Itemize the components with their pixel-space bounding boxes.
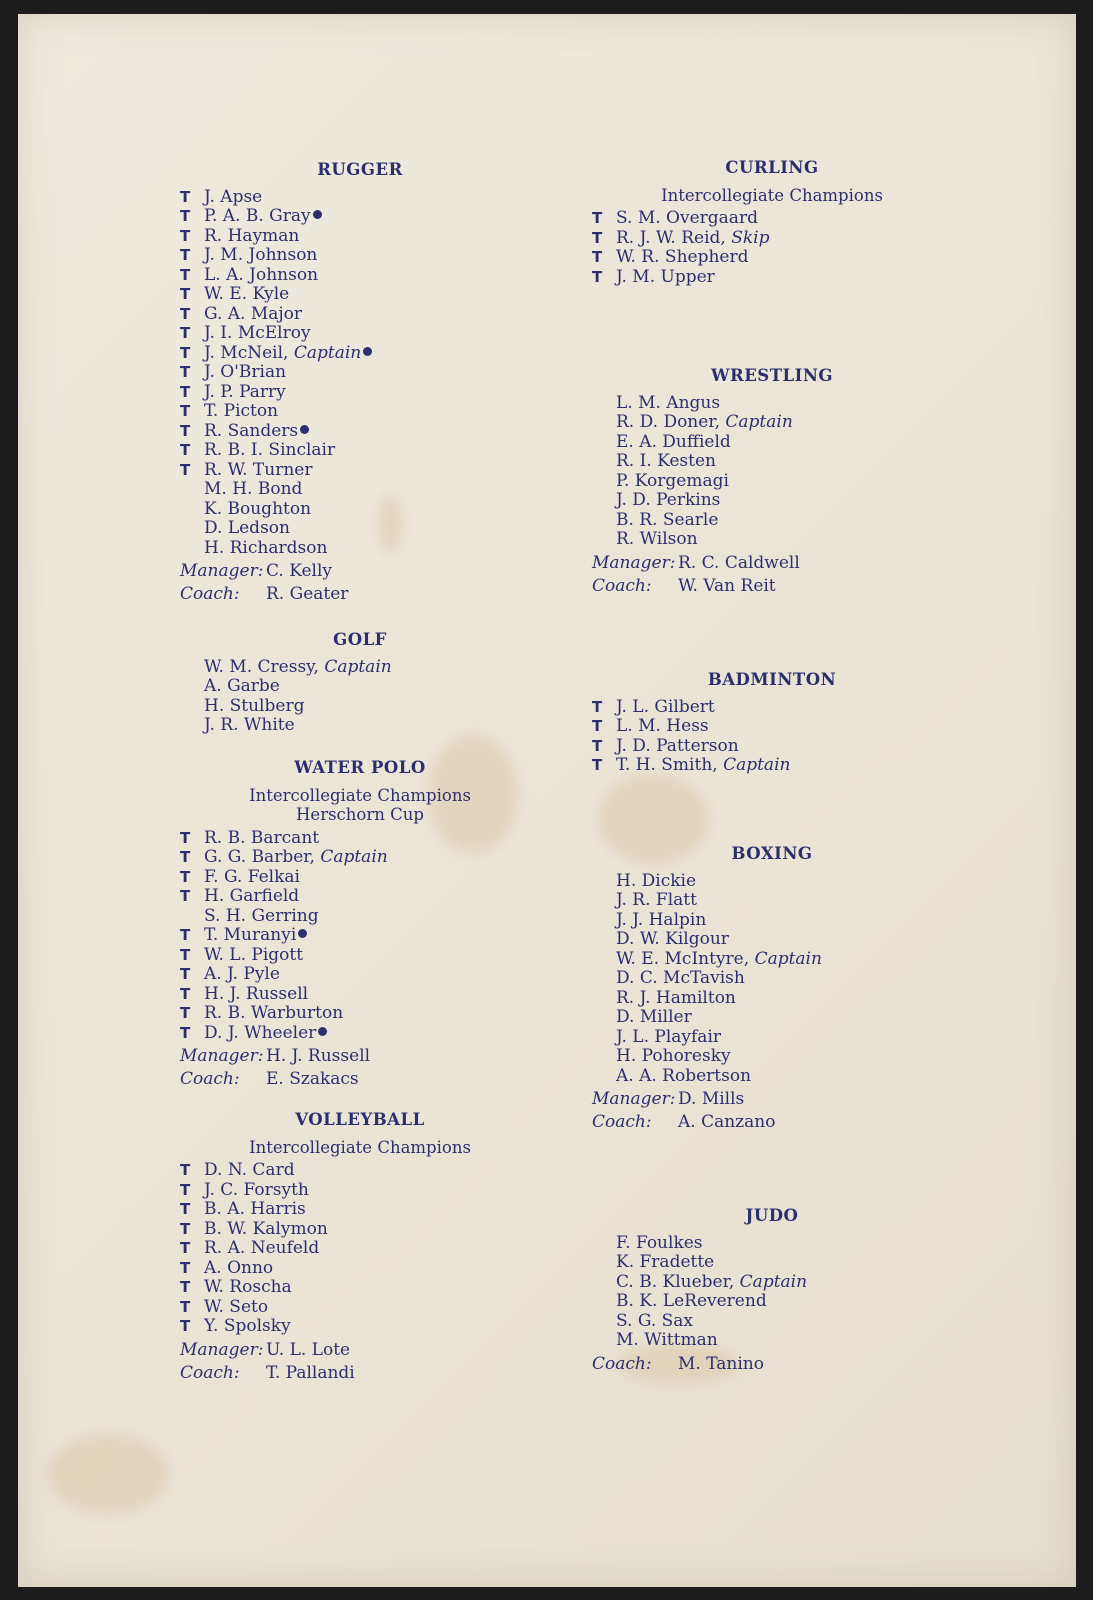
player-name: S. M. Overgaard bbox=[616, 208, 758, 228]
player-role: Captain bbox=[725, 412, 793, 432]
player-role: Captain bbox=[293, 342, 362, 363]
player-name: L. M. Angus bbox=[616, 392, 721, 413]
player-name: L. A. Johnson bbox=[204, 264, 319, 285]
player-role: Captain bbox=[754, 948, 822, 969]
staff-name: U. L. Lote bbox=[266, 1339, 351, 1360]
team-marker: T bbox=[180, 363, 191, 381]
staff-row bbox=[180, 1070, 520, 1093]
roster-row bbox=[180, 1200, 520, 1220]
staff-label: Coach: bbox=[592, 575, 652, 596]
team-marker: T bbox=[180, 343, 191, 362]
staff-label: Coach: bbox=[180, 584, 240, 604]
player-name: K. Fradette bbox=[616, 1252, 715, 1272]
staff-row bbox=[592, 1355, 952, 1378]
player-name: J. J. Halpin bbox=[616, 909, 707, 930]
player-name: J. L. Playfair bbox=[616, 1026, 722, 1047]
section-title: RUGGER bbox=[317, 160, 403, 179]
player-name: H. Dickie bbox=[616, 870, 697, 891]
player-name: J. L. Gilbert bbox=[616, 696, 715, 717]
staff-row bbox=[180, 562, 520, 585]
roster-row bbox=[592, 1047, 952, 1067]
player-role: Captain bbox=[320, 847, 388, 867]
roster-row bbox=[592, 394, 952, 414]
roster-row bbox=[180, 461, 520, 481]
team-marker: T bbox=[180, 867, 191, 886]
team-marker: T bbox=[180, 324, 191, 342]
section-curling bbox=[592, 158, 952, 287]
player-name: H. Pohoresky bbox=[616, 1046, 731, 1066]
team-marker: T bbox=[180, 187, 191, 206]
player-name: J. I. McElroy bbox=[204, 323, 311, 343]
team-marker: T bbox=[592, 736, 603, 755]
staff-name: C. Kelly bbox=[266, 561, 332, 581]
team-marker: T bbox=[592, 267, 603, 286]
roster-row bbox=[592, 1331, 952, 1351]
roster-row bbox=[180, 383, 520, 403]
staff-name: M. Tanino bbox=[678, 1353, 764, 1374]
roster-row bbox=[592, 248, 952, 268]
roster-row bbox=[180, 1161, 520, 1181]
roster-row bbox=[180, 344, 520, 364]
roster-row bbox=[592, 950, 952, 970]
staff-row bbox=[180, 585, 520, 608]
player-name: G. G. Barber, bbox=[204, 847, 321, 867]
player-name: A. J. Pyle bbox=[204, 964, 280, 984]
team-marker: T bbox=[180, 1317, 191, 1335]
roster-row bbox=[180, 188, 520, 208]
roster-row bbox=[180, 848, 520, 868]
team-marker: T bbox=[180, 1161, 191, 1179]
staff-row bbox=[592, 1090, 952, 1113]
player-name: C. B. Klueber, bbox=[616, 1271, 740, 1292]
team-marker: T bbox=[592, 248, 603, 266]
player-name: P. Korgemagi bbox=[616, 470, 729, 491]
player-role: Skip bbox=[731, 227, 770, 248]
player-name: J. C. Forsyth bbox=[204, 1179, 309, 1200]
section-rugger bbox=[180, 160, 520, 608]
staff-row bbox=[180, 1047, 520, 1070]
player-name: W. Roscha bbox=[204, 1277, 292, 1297]
roster-row bbox=[180, 1004, 520, 1024]
roster-row bbox=[592, 1253, 952, 1273]
roster-row bbox=[592, 1028, 952, 1048]
roster-row bbox=[592, 1234, 952, 1254]
roster-row bbox=[592, 1273, 952, 1293]
player-name: H. Stulberg bbox=[204, 695, 305, 716]
section-volleyball bbox=[180, 1110, 520, 1387]
player-name: R. W. Turner bbox=[204, 459, 313, 480]
player-name: F. Foulkes bbox=[616, 1232, 703, 1253]
player-name: R. Hayman bbox=[204, 225, 300, 246]
roster-row bbox=[180, 363, 520, 383]
roster-row bbox=[180, 887, 520, 907]
section-title: JUDO bbox=[745, 1206, 799, 1225]
roster-row bbox=[180, 1278, 520, 1298]
roster-row bbox=[180, 697, 520, 717]
player-name: A. Garbe bbox=[204, 676, 280, 696]
bullet-dot-icon bbox=[313, 210, 322, 219]
staff-row bbox=[592, 577, 952, 600]
section-water-polo bbox=[180, 758, 520, 1093]
roster-row bbox=[180, 946, 520, 966]
roster-row bbox=[180, 1220, 520, 1240]
roster-row bbox=[592, 969, 952, 989]
roster-row bbox=[592, 930, 952, 950]
player-name: A. A. Robertson bbox=[616, 1065, 752, 1086]
roster-row bbox=[180, 324, 520, 344]
player-name: R. B. Warburton bbox=[204, 1003, 344, 1023]
player-name: D. Miller bbox=[616, 1007, 692, 1027]
roster-row bbox=[592, 872, 952, 892]
staff-name: W. Van Reit bbox=[678, 575, 776, 596]
player-name: T. H. Smith, bbox=[616, 755, 724, 775]
staff-name: H. J. Russell bbox=[266, 1046, 371, 1066]
team-marker: T bbox=[180, 984, 191, 1003]
player-name: E. A. Duffield bbox=[616, 431, 731, 452]
roster-row bbox=[180, 266, 520, 286]
team-marker: T bbox=[180, 460, 191, 479]
player-name: D. J. Wheeler bbox=[204, 1022, 317, 1043]
staff-name: D. Mills bbox=[678, 1089, 745, 1109]
player-name: J. M. Johnson bbox=[204, 245, 318, 265]
team-marker: T bbox=[180, 1004, 191, 1022]
team-marker: T bbox=[592, 756, 603, 774]
player-name: W. L. Pigott bbox=[204, 944, 304, 965]
roster-row bbox=[592, 756, 952, 776]
player-name: B. R. Searle bbox=[616, 509, 719, 530]
roster-row bbox=[180, 868, 520, 888]
staff-label: Coach: bbox=[592, 1112, 652, 1132]
section-title: BOXING bbox=[731, 844, 813, 863]
team-marker: T bbox=[180, 1239, 191, 1257]
section-subtitle: Intercollegiate Champions bbox=[661, 185, 883, 205]
player-name: P. A. B. Gray bbox=[204, 206, 311, 226]
roster-row bbox=[592, 1292, 952, 1312]
roster-row bbox=[180, 285, 520, 305]
player-name: F. G. Felkai bbox=[204, 866, 300, 887]
team-marker: T bbox=[180, 1023, 191, 1042]
roster-row bbox=[180, 227, 520, 247]
player-name: J. McNeil, bbox=[204, 342, 294, 363]
player-name: B. W. Kalymon bbox=[204, 1218, 328, 1239]
roster-row bbox=[592, 989, 952, 1009]
roster-row bbox=[592, 433, 952, 453]
roster-row bbox=[592, 530, 952, 550]
player-name: S. G. Sax bbox=[616, 1310, 693, 1331]
roster-row bbox=[180, 1024, 520, 1044]
roster-row bbox=[592, 472, 952, 492]
roster-row bbox=[592, 268, 952, 288]
roster-row bbox=[592, 698, 952, 718]
roster-row bbox=[592, 911, 952, 931]
staff-row bbox=[592, 554, 952, 577]
team-marker: T bbox=[180, 1278, 191, 1296]
section-title: VOLLEYBALL bbox=[295, 1110, 425, 1129]
player-name: J. M. Upper bbox=[616, 266, 715, 287]
section-title: WATER POLO bbox=[294, 758, 426, 777]
bullet-dot-icon bbox=[300, 425, 309, 434]
staff-label: Coach: bbox=[180, 1069, 240, 1089]
player-name: R. Sanders bbox=[204, 420, 299, 441]
team-marker: T bbox=[592, 228, 603, 247]
player-name: B. K. LeReverend bbox=[616, 1291, 767, 1311]
team-marker: T bbox=[592, 697, 603, 716]
team-marker: T bbox=[180, 207, 191, 225]
roster-row bbox=[592, 1008, 952, 1028]
staff-label: Manager: bbox=[180, 1046, 264, 1066]
roster-row bbox=[180, 305, 520, 325]
roster-row bbox=[180, 985, 520, 1005]
player-name: J. P. Parry bbox=[204, 381, 286, 402]
player-name: T. Muranyi bbox=[204, 925, 297, 945]
team-marker: T bbox=[180, 402, 191, 420]
player-role: Captain bbox=[723, 755, 791, 775]
staff-label: Coach: bbox=[180, 1362, 240, 1383]
team-marker: T bbox=[592, 209, 603, 227]
staff-label: Manager: bbox=[180, 561, 264, 581]
roster-row bbox=[592, 737, 952, 757]
roster-row bbox=[180, 1259, 520, 1279]
roster-row bbox=[180, 965, 520, 985]
roster-row bbox=[592, 229, 952, 249]
player-name: A. Onno bbox=[204, 1257, 274, 1278]
roster-row bbox=[180, 480, 520, 500]
roster-row bbox=[180, 207, 520, 227]
player-name: D. W. Kilgour bbox=[616, 929, 729, 949]
roster-row bbox=[180, 907, 520, 927]
team-marker: T bbox=[180, 226, 191, 245]
staff-row bbox=[180, 1341, 520, 1364]
player-name: M. H. Bond bbox=[204, 479, 303, 499]
player-name: J. R. White bbox=[204, 715, 295, 735]
player-name: T. Picton bbox=[204, 401, 279, 421]
section-title: CURLING bbox=[725, 158, 819, 177]
player-name: R. Wilson bbox=[616, 529, 698, 549]
section-title: BADMINTON bbox=[707, 670, 837, 689]
player-name: W. E. McIntyre, bbox=[616, 948, 755, 969]
section-golf bbox=[180, 630, 520, 736]
team-marker: T bbox=[180, 246, 191, 264]
player-name: L. M. Hess bbox=[616, 716, 709, 736]
player-name: D. N. Card bbox=[204, 1160, 295, 1180]
roster-row bbox=[592, 209, 952, 229]
player-name: R. D. Doner, bbox=[616, 412, 726, 432]
roster-row bbox=[180, 658, 520, 678]
player-name: R. B. I. Sinclair bbox=[204, 440, 336, 460]
team-marker: T bbox=[180, 382, 191, 401]
player-name: J. Apse bbox=[204, 186, 263, 207]
roster-row bbox=[592, 1067, 952, 1087]
section-subtitle: Herschorn Cup bbox=[296, 805, 424, 824]
section-judo bbox=[592, 1206, 952, 1378]
team-marker: T bbox=[180, 285, 191, 303]
team-marker: T bbox=[592, 717, 603, 735]
section-title: WRESTLING bbox=[710, 366, 833, 385]
roster-row bbox=[592, 1312, 952, 1332]
team-marker: T bbox=[180, 1258, 191, 1277]
section-title: GOLF bbox=[333, 630, 387, 649]
roster-row bbox=[180, 1317, 520, 1337]
player-role: Captain bbox=[324, 656, 392, 677]
player-name: R. J. Hamilton bbox=[616, 987, 736, 1008]
roster-row bbox=[180, 402, 520, 422]
player-role: Captain bbox=[739, 1271, 808, 1292]
section-wrestling bbox=[592, 366, 952, 600]
roster-row bbox=[180, 926, 520, 946]
staff-row bbox=[592, 1113, 952, 1136]
team-marker: T bbox=[180, 1219, 191, 1238]
team-marker: T bbox=[180, 965, 191, 983]
roster-row bbox=[592, 891, 952, 911]
team-marker: T bbox=[180, 304, 191, 323]
staff-label: Coach: bbox=[592, 1353, 652, 1374]
roster-row bbox=[180, 829, 520, 849]
roster-row bbox=[180, 519, 520, 539]
roster-row bbox=[180, 716, 520, 736]
player-name: D. Ledson bbox=[204, 518, 290, 538]
player-name: S. H. Gerring bbox=[204, 905, 319, 926]
player-name: H. J. Russell bbox=[204, 983, 309, 1004]
roster-row bbox=[180, 1181, 520, 1201]
player-name: R. I. Kesten bbox=[616, 451, 716, 471]
roster-row bbox=[592, 452, 952, 472]
player-name: Y. Spolsky bbox=[204, 1316, 291, 1336]
player-name: D. C. McTavish bbox=[616, 968, 745, 988]
bullet-dot-icon bbox=[363, 347, 372, 356]
section-badminton bbox=[592, 670, 952, 776]
player-name: J. R. Flatt bbox=[616, 890, 697, 910]
player-name: M. Wittman bbox=[616, 1330, 718, 1350]
roster-row bbox=[180, 1298, 520, 1318]
bullet-dot-icon bbox=[298, 929, 307, 938]
player-name: W. E. Kyle bbox=[204, 284, 290, 304]
team-marker: T bbox=[180, 265, 191, 284]
player-name: R. B. Barcant bbox=[204, 827, 320, 848]
staff-label: Manager: bbox=[180, 1339, 264, 1360]
roster-row bbox=[180, 441, 520, 461]
team-marker: T bbox=[180, 848, 191, 866]
player-name: H. Garfield bbox=[204, 886, 300, 906]
staff-row bbox=[180, 1364, 520, 1387]
player-name: W. M. Cressy, bbox=[204, 656, 325, 677]
player-name: W. Seto bbox=[204, 1296, 269, 1317]
player-name: R. J. W. Reid, bbox=[616, 227, 732, 248]
roster-row bbox=[180, 1239, 520, 1259]
team-marker: T bbox=[180, 1200, 191, 1218]
staff-name: A. Canzano bbox=[678, 1112, 776, 1132]
player-name: R. A. Neufeld bbox=[204, 1238, 320, 1258]
roster-row bbox=[592, 491, 952, 511]
roster-row bbox=[180, 500, 520, 520]
roster-row bbox=[592, 413, 952, 433]
team-marker: T bbox=[180, 945, 191, 964]
team-marker: T bbox=[180, 1297, 191, 1316]
staff-label: Manager: bbox=[592, 1089, 676, 1109]
team-marker: T bbox=[180, 926, 191, 944]
team-marker: T bbox=[180, 421, 191, 440]
team-marker: T bbox=[180, 441, 191, 459]
bullet-dot-icon bbox=[318, 1027, 327, 1036]
staff-name: T. Pallandi bbox=[266, 1362, 355, 1383]
team-marker: T bbox=[180, 1180, 191, 1199]
player-name: J. D. Perkins bbox=[616, 490, 721, 510]
roster-row bbox=[592, 717, 952, 737]
section-subtitle: Intercollegiate Champions bbox=[249, 1137, 471, 1157]
section-boxing bbox=[592, 844, 952, 1136]
staff-name: R. C. Caldwell bbox=[678, 552, 800, 573]
roster-row bbox=[180, 422, 520, 442]
player-name: J. D. Patterson bbox=[616, 735, 739, 756]
player-name: B. A. Harris bbox=[204, 1199, 306, 1219]
player-name: K. Boughton bbox=[204, 498, 312, 519]
roster-row bbox=[180, 539, 520, 559]
player-name: G. A. Major bbox=[204, 303, 303, 324]
team-marker: T bbox=[180, 887, 191, 905]
staff-name: R. Geater bbox=[266, 584, 349, 604]
staff-label: Manager: bbox=[592, 552, 676, 573]
section-subtitle: Intercollegiate Champions bbox=[249, 785, 471, 805]
staff-name: E. Szakacs bbox=[266, 1069, 359, 1089]
roster-row bbox=[180, 677, 520, 697]
player-name: W. R. Shepherd bbox=[616, 247, 749, 267]
team-marker: T bbox=[180, 828, 191, 847]
roster-row bbox=[180, 246, 520, 266]
player-name: H. Richardson bbox=[204, 537, 328, 558]
player-name: J. O'Brian bbox=[204, 362, 287, 382]
roster-row bbox=[592, 511, 952, 531]
